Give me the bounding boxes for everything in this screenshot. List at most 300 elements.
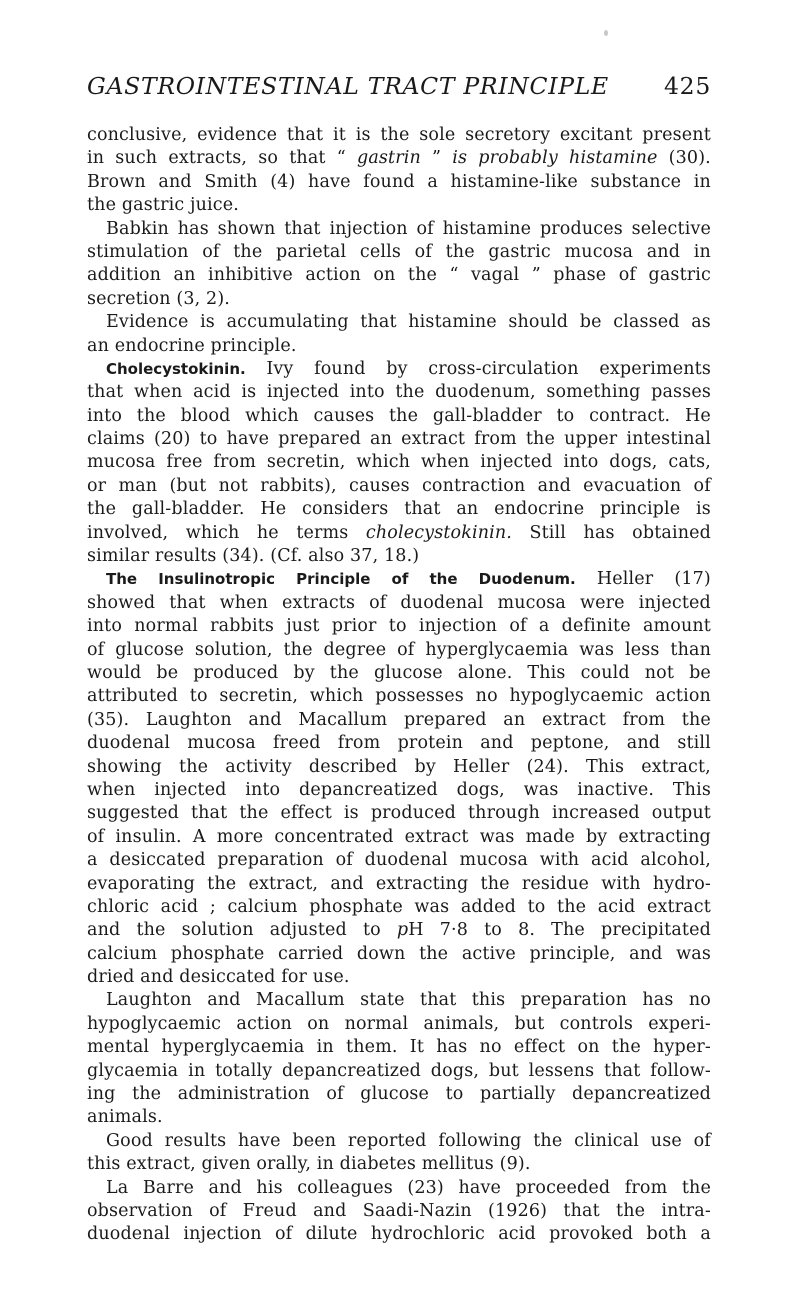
text-run: of	[369, 592, 387, 613]
text-line	[87, 1130, 711, 1153]
word	[682, 1177, 711, 1200]
word	[648, 1013, 711, 1036]
text-line	[87, 1223, 711, 1246]
word	[363, 1200, 472, 1223]
text-line	[87, 873, 711, 896]
word	[421, 451, 469, 474]
text-run: intestinal	[626, 429, 711, 450]
text-run: animals,	[423, 1013, 500, 1034]
word	[459, 849, 528, 872]
word	[551, 919, 585, 942]
text-run: was	[479, 826, 515, 847]
text-line	[87, 685, 711, 708]
text-line	[87, 1083, 711, 1106]
text-run: injection	[329, 218, 408, 239]
text-run: mucosa	[564, 241, 634, 262]
text-run: through	[467, 803, 540, 824]
word	[415, 241, 432, 264]
text-run: hyperglycaemia	[425, 639, 569, 660]
text-run: that	[87, 382, 124, 403]
word	[625, 639, 660, 662]
text-run: Heller	[453, 756, 510, 777]
text-run: prepared	[403, 709, 487, 730]
text-run: ing	[87, 1084, 116, 1105]
word	[400, 592, 483, 615]
text-run: something	[546, 382, 641, 403]
text-run: dried and desiccated for use.	[87, 967, 350, 988]
text-run: classed	[613, 312, 680, 333]
word	[241, 381, 256, 404]
word	[514, 1036, 565, 1059]
word	[256, 1177, 282, 1200]
text-run: but	[488, 1060, 519, 1081]
word	[218, 218, 276, 241]
text-run: that	[360, 312, 397, 333]
word	[599, 358, 711, 381]
text-run: injected	[480, 452, 553, 473]
text-run: normal	[344, 1013, 409, 1034]
text-run: the	[419, 943, 449, 964]
word	[650, 1060, 711, 1083]
word	[397, 639, 414, 662]
word	[590, 171, 681, 194]
word	[209, 1200, 226, 1223]
text-run: added	[460, 896, 516, 917]
word	[689, 662, 711, 685]
word	[431, 1060, 479, 1083]
word	[540, 849, 579, 872]
text-run: contract.	[589, 405, 671, 426]
text-run: a	[538, 616, 550, 637]
word	[649, 264, 711, 287]
word	[87, 264, 161, 287]
text-run: by	[414, 756, 436, 777]
section-heading: Insulinotropic	[158, 570, 275, 589]
word	[549, 1223, 633, 1246]
text-run: glucose	[373, 662, 443, 683]
text-run: no	[475, 686, 498, 707]
text-run: clinical	[574, 1130, 640, 1151]
text-run: Freud	[242, 1200, 297, 1221]
text-run: be	[156, 662, 179, 683]
text-run: in	[316, 1037, 334, 1058]
section-heading: the	[429, 570, 458, 589]
text-run: extracts,	[168, 148, 248, 169]
text-run: when	[133, 382, 183, 403]
word	[480, 732, 513, 755]
text-run: injected	[154, 779, 227, 800]
text-run: conclusive,	[87, 125, 188, 145]
word	[489, 1060, 519, 1083]
word	[154, 428, 191, 451]
word	[258, 147, 278, 170]
text-run: not	[644, 662, 675, 683]
word	[508, 311, 568, 334]
word	[424, 1013, 500, 1036]
text-run: increased	[551, 803, 640, 824]
text-run: no	[688, 990, 711, 1011]
text-run: effect	[513, 1037, 566, 1058]
text-line	[87, 919, 711, 942]
text-run: rabbits	[210, 616, 275, 637]
text-run: produced	[193, 662, 279, 683]
text-run: an endocrine principle.	[87, 335, 297, 356]
word	[419, 124, 455, 147]
italic-text: is	[452, 148, 468, 169]
word	[275, 1223, 292, 1246]
word	[169, 592, 205, 615]
text-run: alcohol,	[640, 850, 711, 871]
text-run: and	[158, 171, 192, 192]
text-run: were	[580, 592, 625, 613]
text-run: causes	[349, 475, 410, 496]
word	[345, 1013, 409, 1036]
word	[273, 732, 321, 755]
word	[645, 662, 674, 685]
word	[389, 615, 407, 638]
text-run: man	[118, 475, 158, 496]
word	[245, 779, 280, 802]
word	[584, 522, 615, 545]
word	[476, 685, 498, 708]
text-run: glucose	[115, 639, 184, 660]
word	[106, 358, 246, 381]
text-line	[87, 966, 711, 989]
text-run: the	[681, 1177, 711, 1198]
text-run: hydrochloric	[370, 1224, 485, 1245]
word	[685, 405, 711, 428]
word	[136, 919, 165, 942]
text-run: of	[274, 1224, 293, 1245]
word	[363, 171, 415, 194]
word	[484, 919, 502, 942]
text-run: upper	[564, 429, 618, 450]
word	[87, 873, 195, 896]
word	[87, 522, 168, 545]
word	[440, 919, 468, 942]
word	[168, 147, 247, 170]
text-run: the	[681, 709, 711, 730]
text-run: (17)	[674, 569, 711, 590]
text-run: which	[309, 686, 364, 707]
text-run: described	[308, 756, 398, 777]
word	[186, 522, 240, 545]
word	[293, 662, 314, 685]
word	[333, 124, 346, 147]
word	[106, 1177, 128, 1200]
word	[480, 1083, 556, 1106]
text-line	[87, 241, 711, 264]
word	[414, 896, 449, 919]
text-run: the	[611, 1037, 641, 1058]
word	[553, 264, 606, 287]
word	[509, 615, 526, 638]
text-run: cats,	[668, 452, 711, 473]
text-run: extract	[541, 709, 606, 730]
word	[308, 171, 351, 194]
text-run: or	[87, 475, 107, 496]
word	[278, 428, 361, 451]
section-heading: Cholecystokinin.	[106, 359, 246, 378]
text-run: action	[236, 1013, 292, 1034]
text-run: preparation	[520, 990, 628, 1011]
word	[132, 1083, 161, 1106]
word	[642, 989, 673, 1012]
text-run: when	[219, 592, 269, 613]
text-run: present	[642, 125, 711, 145]
word	[432, 147, 441, 170]
text-run: just	[286, 616, 320, 637]
word	[87, 826, 104, 849]
text-run: Babkin	[106, 218, 169, 239]
text-run: precipitated	[600, 920, 711, 941]
text-run: duodenum,	[435, 382, 536, 403]
word	[266, 358, 293, 381]
text-line	[87, 498, 711, 521]
text-run: contraction	[421, 475, 526, 496]
word	[171, 943, 265, 966]
scan-speck	[604, 30, 608, 36]
word	[652, 802, 711, 825]
text-line	[87, 264, 711, 287]
word	[677, 732, 711, 755]
text-run: down	[356, 943, 406, 964]
word	[298, 709, 387, 732]
word	[414, 756, 435, 779]
word	[179, 756, 208, 779]
word	[655, 685, 711, 708]
word	[165, 1130, 227, 1153]
text-run: hydro-	[652, 873, 711, 894]
word	[217, 826, 263, 849]
text-run: glycaemia	[87, 1060, 179, 1081]
text-run: of	[209, 1200, 227, 1221]
word	[503, 709, 525, 732]
text-line	[87, 1036, 711, 1059]
word	[452, 147, 467, 170]
word	[397, 919, 424, 942]
word	[87, 498, 116, 521]
text-run: observation	[87, 1200, 193, 1221]
word	[653, 873, 711, 896]
text-run: inactive.	[577, 779, 655, 800]
word	[181, 405, 231, 428]
word	[292, 1130, 336, 1153]
word	[514, 1013, 544, 1036]
text-run: Macallum	[255, 990, 345, 1011]
page-number: 425	[664, 72, 711, 100]
word	[569, 147, 657, 170]
text-run: a	[700, 1224, 711, 1245]
text-run: was	[523, 779, 559, 800]
word	[118, 475, 157, 498]
word	[562, 615, 631, 638]
text-run: extract,	[248, 873, 319, 894]
word	[404, 709, 487, 732]
word	[87, 919, 120, 942]
word	[700, 1223, 711, 1246]
word	[195, 639, 273, 662]
text-run: of	[509, 616, 527, 637]
word	[225, 756, 291, 779]
italic-text: histamine	[569, 148, 658, 169]
word	[106, 218, 169, 241]
word	[193, 381, 231, 404]
text-run: to	[388, 616, 407, 637]
word	[217, 849, 323, 872]
text-run: of	[326, 1084, 344, 1105]
text-run: which	[185, 522, 240, 543]
text-run: La	[106, 1177, 129, 1198]
word	[564, 428, 617, 451]
text-run: sole	[419, 125, 456, 145]
word	[574, 1130, 639, 1153]
text-run: hyper-	[653, 1037, 711, 1058]
text-run: inhibitive	[207, 265, 293, 286]
text-run: “	[449, 265, 459, 286]
text-run: histamine	[442, 218, 532, 239]
text-run: glucose	[360, 1084, 430, 1105]
word	[653, 1036, 711, 1059]
text-run: Heller	[596, 569, 654, 590]
word	[87, 849, 98, 872]
text-run: have	[458, 1177, 501, 1198]
word	[344, 802, 359, 825]
text-run: the	[207, 873, 237, 894]
word	[210, 896, 216, 919]
word	[471, 264, 519, 287]
text-run: substance	[590, 171, 682, 192]
text-run: into	[349, 382, 385, 403]
word	[488, 241, 550, 264]
word	[87, 592, 155, 615]
word	[480, 826, 515, 849]
word	[591, 849, 629, 872]
word	[579, 639, 614, 662]
word	[349, 475, 410, 498]
text-run: that	[169, 592, 206, 613]
word	[146, 709, 232, 732]
text-line	[87, 1013, 711, 1036]
text-run: produced	[370, 803, 456, 824]
text-run: (1926)	[488, 1200, 548, 1221]
word	[497, 592, 566, 615]
text-run: addition	[87, 265, 162, 286]
text-run: totally	[215, 1060, 273, 1081]
text-run: extracting	[618, 826, 711, 847]
word	[183, 1223, 261, 1246]
word	[580, 311, 602, 334]
text-run: excitant	[559, 125, 633, 145]
text-run: that	[420, 990, 457, 1011]
text-run: is	[200, 312, 215, 333]
text-run: experiments	[599, 358, 711, 379]
text-run: duodenal	[87, 1224, 171, 1245]
word	[480, 1036, 502, 1059]
text-run: ”	[432, 148, 442, 169]
word	[106, 311, 188, 334]
text-run: Barre	[142, 1177, 195, 1198]
text-run: activity	[225, 756, 292, 777]
word	[401, 428, 465, 451]
text-run: acid	[597, 896, 636, 917]
text-run: and	[626, 733, 661, 754]
text-run: the	[136, 920, 166, 941]
text-run: would	[87, 662, 142, 683]
word	[134, 615, 198, 638]
word	[694, 241, 711, 264]
word	[260, 498, 286, 521]
word	[526, 428, 555, 451]
text-run: gastric	[488, 241, 551, 262]
word	[233, 241, 262, 264]
word	[238, 1130, 281, 1153]
word	[528, 896, 546, 919]
word	[408, 311, 496, 334]
text-run: acid	[498, 1224, 536, 1245]
text-run: the	[525, 429, 555, 450]
word	[87, 241, 189, 264]
word	[87, 685, 178, 708]
text-run: cells	[359, 241, 401, 262]
text-run: Saadi-Nazin	[362, 1200, 472, 1221]
text-run: Macallum	[298, 709, 388, 730]
word	[200, 428, 218, 451]
word	[577, 1036, 599, 1059]
word	[462, 943, 516, 966]
word	[539, 615, 550, 638]
text-run: in	[188, 1060, 206, 1081]
text-line	[87, 662, 711, 685]
text-line	[87, 171, 711, 194]
text-run: state	[360, 990, 405, 1011]
text-line	[87, 639, 711, 662]
word	[270, 171, 295, 194]
word	[417, 218, 434, 241]
text-run: passes	[651, 382, 711, 403]
word	[350, 381, 385, 404]
text-run: injection	[418, 616, 498, 637]
text-run: evidence	[197, 125, 278, 145]
word	[156, 662, 178, 685]
text-line	[87, 405, 711, 428]
text-run: phosphate	[309, 896, 403, 917]
text-run: have	[226, 429, 270, 450]
word	[213, 451, 256, 474]
text-line	[87, 381, 711, 404]
text-run: hypoglycaemic	[87, 1013, 222, 1034]
text-run: has	[177, 218, 209, 239]
running-title: GASTROINTESTINAL TRACT PRINCIPLE	[87, 72, 609, 100]
word	[647, 896, 711, 919]
text-run: Good	[106, 1130, 153, 1151]
word	[239, 802, 268, 825]
text-run: less	[625, 639, 660, 660]
text-line	[87, 311, 711, 334]
text-run: free	[166, 452, 203, 473]
text-run: (4)	[270, 171, 296, 192]
word	[572, 1083, 711, 1106]
word	[524, 779, 559, 802]
text-run: depancreatized	[572, 1084, 711, 1105]
text-run: on	[373, 265, 396, 286]
word	[563, 451, 598, 474]
text-run: protein	[397, 733, 463, 754]
text-run: the	[239, 803, 269, 824]
word	[302, 498, 388, 521]
word	[616, 1200, 645, 1223]
word	[115, 639, 184, 662]
